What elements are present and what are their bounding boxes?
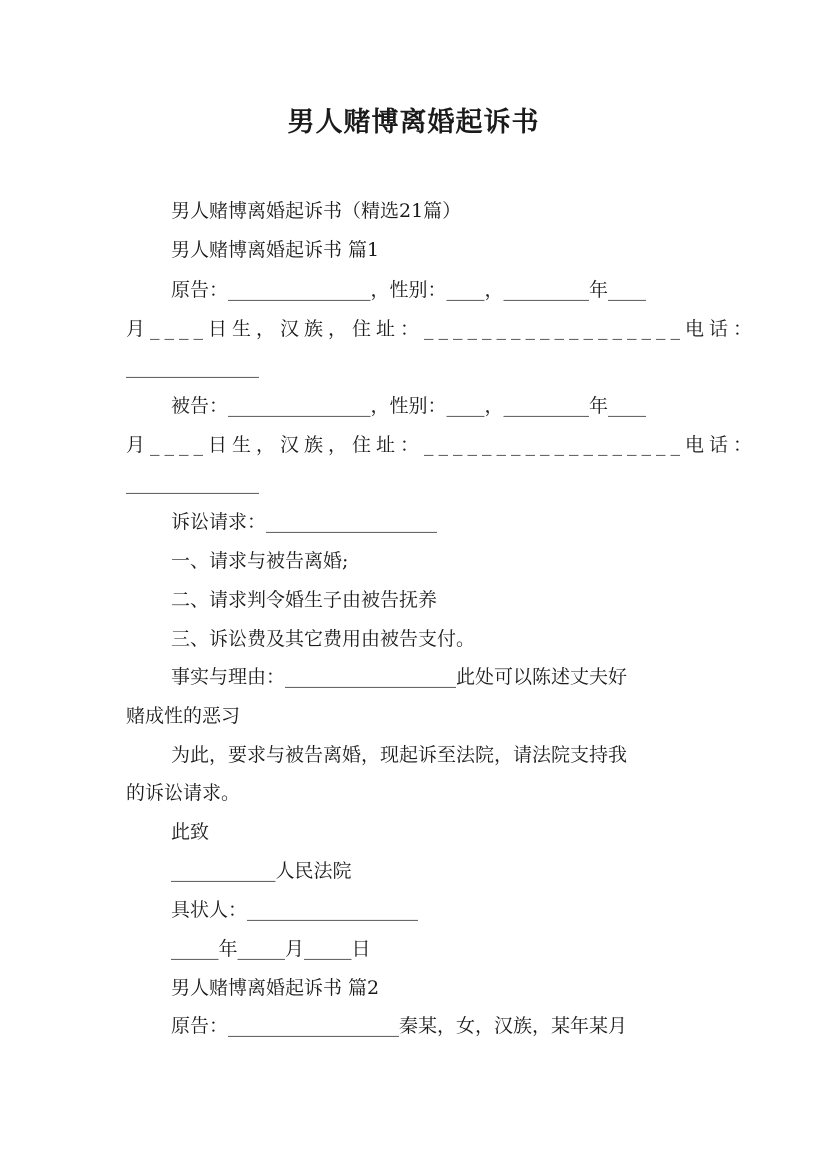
signer-line: 具状人：__________________ [171, 899, 419, 921]
collection-heading: 男人赌博离婚起诉书（精选21篇） [171, 200, 462, 222]
claims-label: 诉讼请求：__________________ [171, 511, 438, 533]
plaintiff-line-cont: 月____日生，汉族，住址：__________________电话： [126, 318, 758, 340]
salutation: 此致 [171, 821, 210, 843]
facts-line-cont: 赌成性的恶习 [126, 705, 241, 727]
request-line: 为此，要求与被告离婚，现起诉至法院，请法院支持我 [171, 744, 628, 766]
document-title: 男人赌博离婚起诉书 [287, 107, 540, 138]
facts-line: 事实与理由：__________________此处可以陈述丈夫好 [171, 666, 628, 688]
request-line-cont: 的诉讼请求。 [126, 782, 241, 804]
claim-item-3: 三、诉讼费及其它费用由被告支付。 [171, 628, 476, 650]
plaintiff-line-2: 原告：__________________秦某，女，汉族，某年某月 [171, 1015, 628, 1037]
section-heading-1: 男人赌博离婚起诉书 篇1 [171, 239, 380, 261]
defendant-line-cont: 月____日生，汉族，住址：__________________电话： [126, 434, 758, 456]
defendant-phone-blank: ______________ [126, 472, 259, 494]
date-line: _____年_____月_____日 [171, 938, 371, 960]
plaintiff-line: 原告：_______________，性别：____，_________年____ [171, 279, 647, 301]
defendant-line: 被告：_______________，性别：____，_________年____ [171, 395, 647, 417]
claim-item-2: 二、请求判令婚生子由被告抚养 [171, 589, 438, 611]
section-heading-2: 男人赌博离婚起诉书 篇2 [171, 977, 380, 999]
plaintiff-phone-blank: ______________ [126, 356, 259, 378]
court-line: ___________人民法院 [171, 860, 352, 882]
claim-item-1: 一、请求与被告离婚; [171, 550, 349, 572]
